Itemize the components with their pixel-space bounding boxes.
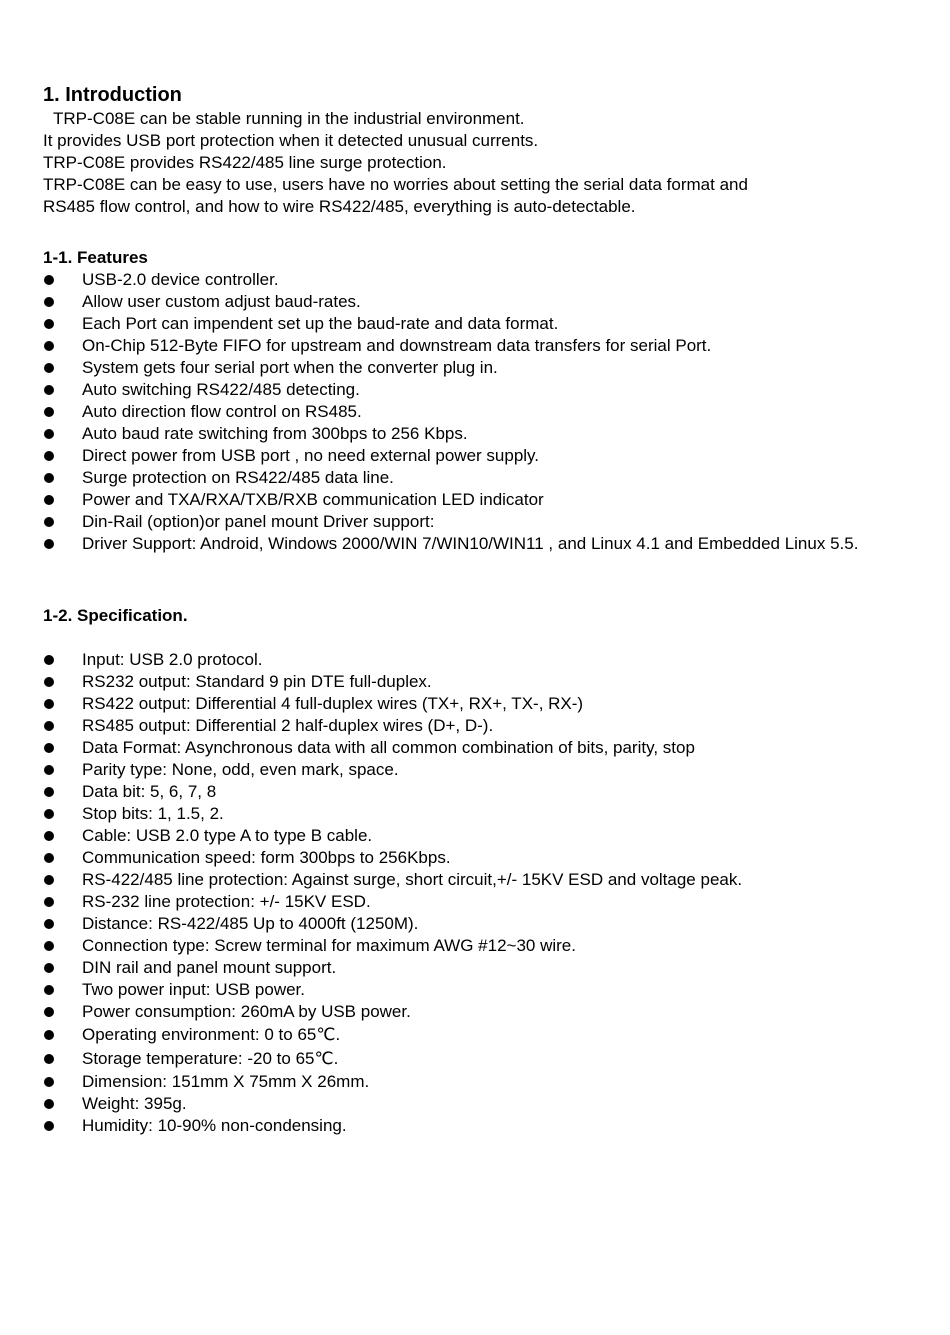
bullet-icon	[44, 319, 54, 329]
spec-item	[43, 869, 903, 891]
spec-item	[43, 957, 903, 979]
introduction-line: TRP-C08E provides RS422/485 line surge protection.	[43, 153, 447, 172]
bullet-icon	[44, 341, 54, 351]
spec-text: Data Format: Asynchronous data with all common combination of bits, parity, stop	[82, 738, 695, 757]
introduction-line: TRP-C08E can be easy to use, users have no worries about setting the serial data format and	[43, 175, 748, 194]
specification-list	[43, 649, 903, 1137]
spec-text: Storage temperature: -20 to 65℃.	[82, 1049, 339, 1068]
bullet-icon	[44, 495, 54, 505]
feature-text: Surge protection on RS422/485 data line.	[82, 468, 394, 487]
spec-item	[43, 1071, 903, 1093]
feature-text: Din-Rail (option)or panel mount Driver support:	[82, 512, 435, 531]
bullet-icon	[44, 941, 54, 951]
feature-text: Allow user custom adjust baud-rates.	[82, 292, 361, 311]
spec-text: Dimension: 151mm X 75mm X 26mm.	[82, 1072, 370, 1091]
bullet-icon	[44, 1099, 54, 1109]
introduction-line: It provides USB port protection when it detected unusual currents.	[43, 131, 539, 150]
spec-text: Power consumption: 260mA by USB power.	[82, 1002, 411, 1021]
feature-text: Power and TXA/RXA/TXB/RXB communication LED indicator	[82, 490, 544, 509]
spec-item	[43, 1001, 903, 1023]
bullet-icon	[44, 853, 54, 863]
spec-text: RS232 output: Standard 9 pin DTE full-duplex.	[82, 672, 432, 691]
spec-text: Cable: USB 2.0 type A to type B cable.	[82, 826, 373, 845]
feature-item	[43, 313, 903, 335]
bullet-icon	[44, 985, 54, 995]
spec-item	[43, 1023, 903, 1047]
bullet-icon	[44, 677, 54, 687]
feature-item	[43, 401, 903, 423]
feature-item	[43, 335, 903, 357]
introduction-line: TRP-C08E can be stable running in the industrial environment.	[53, 109, 525, 128]
spec-text: Two power input: USB power.	[82, 980, 306, 999]
spec-text: RS422 output: Differential 4 full-duplex wires (TX+, RX+, TX-, RX-)	[82, 694, 584, 713]
bullet-icon	[44, 875, 54, 885]
bullet-icon	[44, 655, 54, 665]
spec-item	[43, 803, 903, 825]
spec-text: RS-232 line protection: +/- 15KV ESD.	[82, 892, 371, 911]
spec-item	[43, 781, 903, 803]
feature-text: Each Port can impendent set up the baud-rate and data format.	[82, 314, 559, 333]
introduction-line: RS485 flow control, and how to wire RS422/485, everything is auto-detectable.	[43, 197, 636, 216]
bullet-icon	[44, 809, 54, 819]
bullet-icon	[44, 897, 54, 907]
feature-item	[43, 489, 903, 511]
spec-text: RS485 output: Differential 2 half-duplex wires (D+, D-).	[82, 716, 494, 735]
feature-item	[43, 467, 903, 489]
bullet-icon	[44, 385, 54, 395]
bullet-icon	[44, 297, 54, 307]
bullet-icon	[44, 919, 54, 929]
feature-text: Auto switching RS422/485 detecting.	[82, 380, 360, 399]
feature-item	[43, 423, 903, 445]
spec-text: DIN rail and panel mount support.	[82, 958, 337, 977]
bullet-icon	[44, 765, 54, 775]
spec-text: RS-422/485 line protection: Against surge, short circuit,+/- 15KV ESD and voltage peak.	[82, 870, 743, 889]
bullet-icon	[44, 787, 54, 797]
spec-text: Distance: RS-422/485 Up to 4000ft (1250M).	[82, 914, 419, 933]
bullet-icon	[44, 1007, 54, 1017]
feature-text: On-Chip 512-Byte FIFO for upstream and downstream data transfers for serial Port.	[82, 336, 712, 355]
features-heading: 1-1. Features	[43, 248, 148, 267]
spec-item	[43, 1093, 903, 1115]
spec-item	[43, 671, 903, 693]
spec-text: Input: USB 2.0 protocol.	[82, 650, 263, 669]
bullet-icon	[44, 363, 54, 373]
feature-item	[43, 445, 903, 467]
spec-item	[43, 649, 903, 671]
feature-item	[43, 511, 903, 533]
bullet-icon	[44, 721, 54, 731]
feature-item	[43, 291, 903, 313]
spec-item	[43, 1115, 903, 1137]
spec-text: Weight: 395g.	[82, 1094, 187, 1113]
spec-item	[43, 891, 903, 913]
bullet-icon	[44, 1077, 54, 1087]
feature-text: Auto baud rate switching from 300bps to 256 Kbps.	[82, 424, 468, 443]
specification-heading: 1-2. Specification.	[43, 606, 188, 625]
spec-text: Operating environment: 0 to 65℃.	[82, 1025, 341, 1044]
bullet-icon	[44, 1030, 54, 1040]
bullet-icon	[44, 407, 54, 417]
bullet-icon	[44, 517, 54, 527]
features-list	[43, 269, 903, 555]
bullet-icon	[44, 1121, 54, 1131]
spec-item	[43, 693, 903, 715]
feature-item	[43, 533, 903, 555]
spec-text: Data bit: 5, 6, 7, 8	[82, 782, 217, 801]
bullet-icon	[44, 275, 54, 285]
feature-text: System gets four serial port when the converter plug in.	[82, 358, 498, 377]
spec-text: Parity type: None, odd, even mark, space.	[82, 760, 399, 779]
bullet-icon	[44, 743, 54, 753]
spec-item	[43, 825, 903, 847]
spec-item	[43, 913, 903, 935]
bullet-icon	[44, 1054, 54, 1064]
spec-text: Communication speed: form 300bps to 256Kbps.	[82, 848, 451, 867]
feature-text: Direct power from USB port , no need external power supply.	[82, 446, 540, 465]
spec-item	[43, 847, 903, 869]
feature-text: Driver Support: Android, Windows 2000/WIN 7/WIN10/WIN11 , and Linux 4.1 and Embedded Linux 5.5.	[82, 534, 859, 553]
bullet-icon	[44, 429, 54, 439]
spec-item	[43, 935, 903, 957]
bullet-icon	[44, 473, 54, 483]
bullet-icon	[44, 963, 54, 973]
feature-item	[43, 379, 903, 401]
spec-text: Connection type: Screw terminal for maximum AWG #12~30 wire.	[82, 936, 576, 955]
spec-text: Humidity: 10-90% non-condensing.	[82, 1116, 347, 1135]
bullet-icon	[44, 699, 54, 709]
bullet-icon	[44, 539, 54, 549]
spec-text: Stop bits: 1, 1.5, 2.	[82, 804, 224, 823]
spec-item	[43, 715, 903, 737]
spec-item	[43, 737, 903, 759]
feature-text: USB-2.0 device controller.	[82, 270, 279, 289]
spec-item	[43, 979, 903, 1001]
introduction-heading: 1. Introduction	[43, 84, 182, 106]
feature-text: Auto direction flow control on RS485.	[82, 402, 362, 421]
bullet-icon	[44, 451, 54, 461]
feature-item	[43, 357, 903, 379]
feature-item	[43, 269, 903, 291]
spec-item	[43, 759, 903, 781]
bullet-icon	[44, 831, 54, 841]
spec-item	[43, 1047, 903, 1071]
introduction-body	[43, 108, 913, 218]
